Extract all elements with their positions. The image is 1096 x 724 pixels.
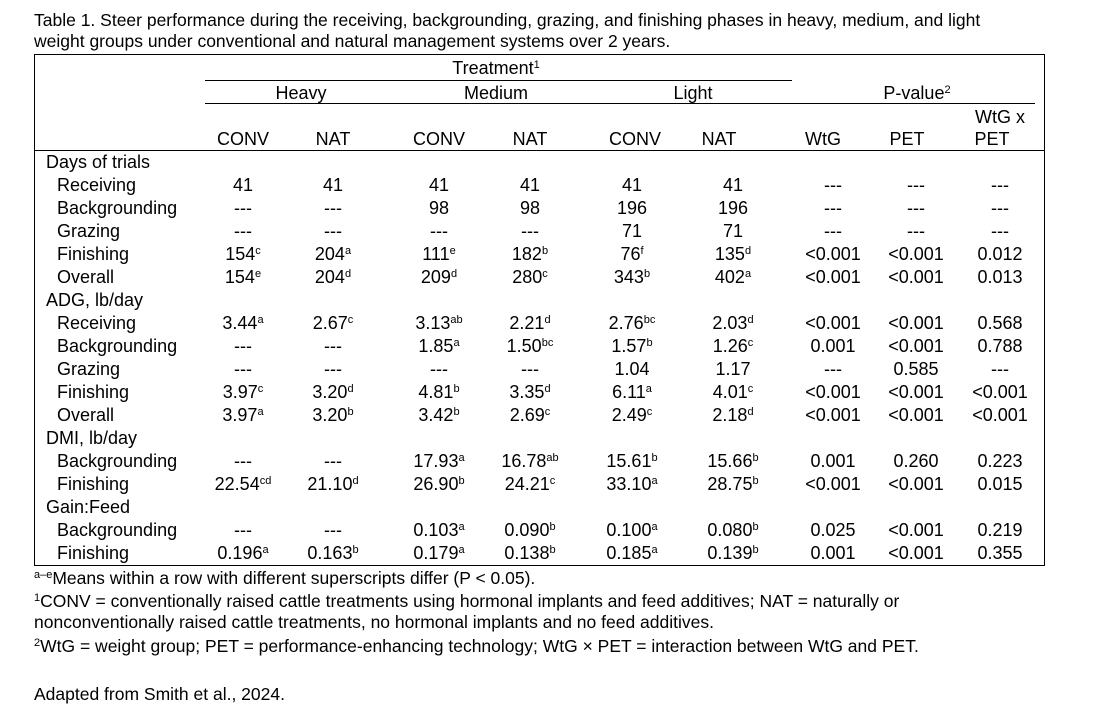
cell-wtg: <0.001 xyxy=(805,244,861,264)
cell-wtgxpet: --- xyxy=(991,359,1009,379)
cell-light-conv: 1.04 xyxy=(614,359,650,379)
footnote: $^{a-e}$Means within a row with different superscripts differ (P < 0.05). xyxy=(34,568,536,588)
cell-heavy-conv: 154e xyxy=(224,267,262,287)
row-label: Backgrounding xyxy=(57,520,178,540)
cell-medium-conv: 111e xyxy=(422,244,456,264)
light-header: Light xyxy=(673,83,713,103)
cell-wtg: --- xyxy=(824,175,842,195)
footnote: $^1$CONV = conventionally raised cattle treatments using hormonal implants and feed additives; NAT = naturally or nonconventionally raised cattle treatments, no hormonal implants and no feed additives. xyxy=(34,591,900,632)
cell-pet: <0.001 xyxy=(888,405,944,425)
cell-wtg: <0.001 xyxy=(805,405,861,425)
cell-heavy-conv: 154$^c$ xyxy=(225,244,261,264)
cell-wtgxpet: --- xyxy=(991,198,1009,218)
cell-pet: <0.001 xyxy=(888,474,944,494)
cell-wtg: <0.001 xyxy=(805,382,861,402)
cell-wtgxpet: 0.788 xyxy=(977,336,1023,356)
cell-heavy-nat: 204$^a$ xyxy=(314,244,352,264)
section-label: Days of trials xyxy=(46,152,151,172)
cell-light-nat: 2.18$^d$ xyxy=(712,405,754,425)
cell-light-conv: 71 xyxy=(621,221,643,241)
cell-medium-conv: 0.103$^a$ xyxy=(413,520,465,540)
cell-light-conv: 33.10$^a$ xyxy=(606,474,658,494)
cell-light-conv: 15.61$^b$ xyxy=(606,451,658,471)
cell-heavy-conv: 22.54$^{cd}$ xyxy=(214,474,272,494)
cell-heavy-conv: 3.97$^c$ xyxy=(222,382,264,402)
col-pet: PET xyxy=(889,129,925,149)
cell-wtg: <0.001 xyxy=(805,313,861,333)
row-label: Overall xyxy=(57,267,115,287)
cell-wtgxpet: 0.219 xyxy=(977,520,1023,540)
cell-medium-nat: --- xyxy=(521,221,539,241)
col-light-conv: CONV xyxy=(608,129,662,149)
cell-heavy-conv: --- xyxy=(234,359,252,379)
cell-medium-conv: 1.85$^a$ xyxy=(418,336,460,356)
cell-heavy-nat: --- xyxy=(324,336,342,356)
col-heavy-conv: CONV xyxy=(216,129,270,149)
wtgxpet-header-line1: WtG x xyxy=(975,107,1025,127)
row-label: Finishing xyxy=(57,382,130,402)
cell-light-nat: 71 xyxy=(722,221,744,241)
cell-heavy-nat: 3.20$^d$ xyxy=(312,382,354,402)
group-rule xyxy=(205,103,1035,104)
cell-heavy-nat: --- xyxy=(324,520,342,540)
cell-heavy-nat: 0.163$^b$ xyxy=(307,543,359,563)
treatment-rule xyxy=(205,80,792,81)
cell-light-nat: 402$^a$ xyxy=(714,267,752,287)
treatment-header: Treatment$^1$ xyxy=(452,58,540,78)
row-label: Finishing xyxy=(57,543,130,563)
cell-wtgxpet: --- xyxy=(991,175,1009,195)
cell-heavy-conv: --- xyxy=(234,451,252,471)
cell-medium-nat: 280$^c$ xyxy=(512,267,548,287)
table-caption: Table 1. Steer performance during the receiving, backgrounding, grazing, and finishing phases in heavy, medium, and light weight groups under conventional and natural management systems over 2 years. xyxy=(34,10,981,51)
cell-medium-nat: 2.69$^c$ xyxy=(509,405,551,425)
cell-medium-nat: 98 xyxy=(519,198,541,218)
cell-wtgxpet: 0.568 xyxy=(977,313,1023,333)
cell-light-nat: 135$^d$ xyxy=(714,244,752,264)
cell-light-conv: 2.76$^{bc}$ xyxy=(608,313,656,333)
row-label: Finishing xyxy=(57,474,130,494)
cell-heavy-nat: 21.10$^d$ xyxy=(307,474,359,494)
cell-medium-conv: --- xyxy=(430,221,448,241)
cell-light-conv: 0.100$^a$ xyxy=(606,520,658,540)
cell-heavy-conv: 0.196$^a$ xyxy=(217,543,269,563)
cell-heavy-conv: 3.97$^a$ xyxy=(222,405,264,425)
cell-wtg: --- xyxy=(824,359,842,379)
cell-pet: <0.001 xyxy=(888,382,944,402)
row-label: Grazing xyxy=(57,221,121,241)
cell-medium-nat: 0.138$^b$ xyxy=(504,543,556,563)
cell-wtgxpet: --- xyxy=(991,221,1009,241)
cell-medium-nat: 16.78$^{ab}$ xyxy=(501,451,559,471)
cell-heavy-conv: 41 xyxy=(232,175,254,195)
cell-medium-conv: 98 xyxy=(428,198,450,218)
row-label: Backgrounding xyxy=(57,336,178,356)
cell-medium-nat: 0.090$^b$ xyxy=(504,520,556,540)
cell-light-nat: 1.17 xyxy=(715,359,751,379)
cell-heavy-nat: --- xyxy=(324,221,342,241)
row-label: Grazing xyxy=(57,359,121,379)
cell-medium-nat: 1.50$^{bc}$ xyxy=(506,336,554,356)
cell-wtg: --- xyxy=(824,198,842,218)
heavy-header: Heavy xyxy=(275,83,327,103)
cell-light-conv: 6.11$^a$ xyxy=(612,382,652,402)
cell-heavy-conv: --- xyxy=(234,221,252,241)
cell-wtg: 0.025 xyxy=(810,520,856,540)
cell-light-nat: 2.03$^d$ xyxy=(712,313,754,333)
cell-light-nat: 4.01$^c$ xyxy=(712,382,754,402)
pvalue-header: P-value$^2$ xyxy=(883,83,951,103)
cell-wtgxpet: 0.013 xyxy=(977,267,1023,287)
cell-medium-nat: 24.21$^c$ xyxy=(504,474,556,494)
cell-wtg: <0.001 xyxy=(805,474,861,494)
cell-medium-conv: 3.42$^b$ xyxy=(418,405,460,425)
cell-pet: <0.001 xyxy=(888,543,944,563)
cell-medium-conv: --- xyxy=(430,359,448,379)
cell-wtg: --- xyxy=(824,221,842,241)
cell-wtgxpet: 0.355 xyxy=(977,543,1023,563)
cell-light-nat: 0.139$^b$ xyxy=(707,543,759,563)
cell-light-conv: 1.57$^b$ xyxy=(611,336,653,356)
cell-wtgxpet: <0.001 xyxy=(972,405,1028,425)
cell-medium-nat: --- xyxy=(521,359,539,379)
cell-heavy-nat: 41 xyxy=(322,175,344,195)
footnote: $^2$WtG = weight group; PET = performance-enhancing technology; WtG × PET = interaction between WtG and PET. xyxy=(34,636,919,656)
col-wtg: WtG xyxy=(805,129,841,149)
cell-wtg: 0.001 xyxy=(810,336,856,356)
col-light-nat: NAT xyxy=(701,129,737,149)
cell-medium-nat: 41 xyxy=(519,175,541,195)
cell-medium-conv: 209$^d$ xyxy=(420,267,458,287)
row-label: Finishing xyxy=(57,244,130,264)
cell-light-nat: 196 xyxy=(717,198,749,218)
cell-pet: <0.001 xyxy=(888,520,944,540)
cell-light-conv: 343$^b$ xyxy=(613,267,651,287)
cell-wtgxpet: <0.001 xyxy=(972,382,1028,402)
cell-heavy-nat: --- xyxy=(324,451,342,471)
cell-pet: --- xyxy=(907,175,925,195)
cell-medium-conv: 0.179$^a$ xyxy=(413,543,465,563)
row-label: Receiving xyxy=(57,313,137,333)
cell-heavy-conv: --- xyxy=(234,198,252,218)
cell-medium-nat: 3.35$^d$ xyxy=(509,382,551,402)
cell-pet: <0.001 xyxy=(888,244,944,264)
cell-heavy-conv: --- xyxy=(234,336,252,356)
cell-heavy-nat: --- xyxy=(324,198,342,218)
section-label: Gain:Feed xyxy=(46,497,131,517)
cell-medium-conv: 4.81$^b$ xyxy=(418,382,460,402)
cell-light-nat: 1.26$^c$ xyxy=(712,336,754,356)
cell-light-conv: 2.49$^c$ xyxy=(611,405,653,425)
col-wtgxpet: PET xyxy=(974,129,1010,149)
cell-pet: 0.260 xyxy=(893,451,939,471)
cell-light-conv: 41 xyxy=(621,175,643,195)
cell-pet: --- xyxy=(907,198,925,218)
cell-medium-conv: 26.90$^b$ xyxy=(413,474,465,494)
cell-light-nat: 41 xyxy=(722,175,744,195)
col-medium-nat: NAT xyxy=(512,129,548,149)
cell-heavy-conv: --- xyxy=(234,520,252,540)
row-label: Receiving xyxy=(57,175,137,195)
header-bottom-rule xyxy=(34,150,1045,151)
cell-medium-nat: 2.21$^d$ xyxy=(509,313,551,333)
cell-light-nat: 0.080$^b$ xyxy=(707,520,759,540)
cell-light-nat: 28.75$^b$ xyxy=(707,474,759,494)
cell-pet: 0.585 xyxy=(893,359,939,379)
cell-heavy-nat: 2.67$^c$ xyxy=(312,313,354,333)
cell-light-nat: 15.66$^b$ xyxy=(707,451,759,471)
cell-medium-conv: 41 xyxy=(428,175,450,195)
cell-wtgxpet: 0.015 xyxy=(977,474,1023,494)
cell-medium-conv: 3.13$^{ab}$ xyxy=(415,313,463,333)
cell-wtg: 0.001 xyxy=(810,543,856,563)
cell-heavy-nat: --- xyxy=(324,359,342,379)
cell-wtg: 0.001 xyxy=(810,451,856,471)
section-label: DMI, lb/day xyxy=(46,428,138,448)
row-label: Backgrounding xyxy=(57,198,178,218)
cell-pet: <0.001 xyxy=(888,313,944,333)
col-heavy-nat: NAT xyxy=(315,129,351,149)
cell-light-conv: 0.185$^a$ xyxy=(606,543,658,563)
row-label: Overall xyxy=(57,405,115,425)
cell-pet: <0.001 xyxy=(888,267,944,287)
cell-heavy-nat: 204$^d$ xyxy=(314,267,352,287)
cell-pet: --- xyxy=(907,221,925,241)
cell-heavy-conv: 3.44$^a$ xyxy=(222,313,264,333)
cell-heavy-nat: 3.20$^b$ xyxy=(312,405,354,425)
footnote: Adapted from Smith et al., 2024. xyxy=(34,684,285,704)
cell-wtgxpet: 0.223 xyxy=(977,451,1023,471)
cell-medium-conv: 17.93$^a$ xyxy=(413,451,465,471)
col-medium-conv: CONV xyxy=(412,129,466,149)
cell-pet: <0.001 xyxy=(888,336,944,356)
cell-light-conv: 196 xyxy=(616,198,648,218)
cell-medium-nat: 182$^b$ xyxy=(511,244,549,264)
medium-header: Medium xyxy=(463,83,529,103)
cell-light-conv: 76$^f$ xyxy=(620,244,644,264)
cell-wtg: <0.001 xyxy=(805,267,861,287)
section-label: ADG, lb/day xyxy=(46,290,144,310)
cell-wtgxpet: 0.012 xyxy=(977,244,1023,264)
row-label: Backgrounding xyxy=(57,451,178,471)
